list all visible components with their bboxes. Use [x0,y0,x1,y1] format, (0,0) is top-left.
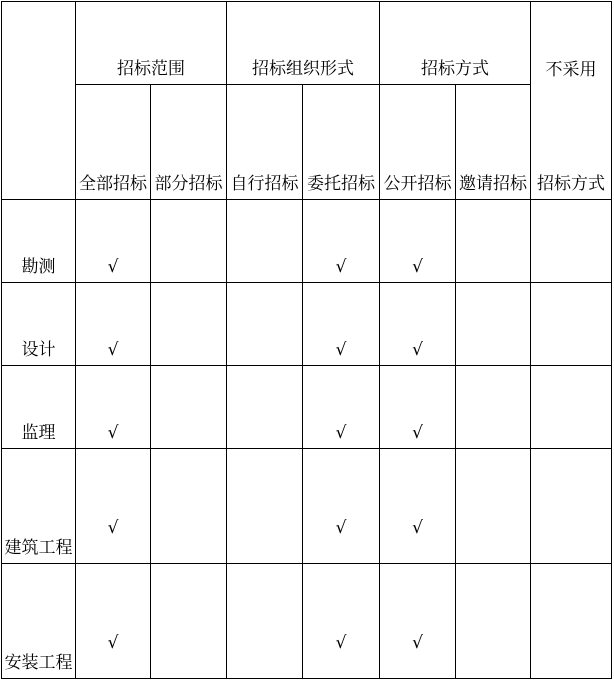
check-cell [456,200,531,283]
bidding-table [1,1,612,679]
group-header-row [2,2,612,85]
check-cell: √ [380,564,456,679]
corner-cell [2,2,76,200]
check-cell: √ [303,283,380,366]
table-row [2,449,612,564]
check-cell: √ [380,200,456,283]
check-cell [151,366,227,449]
check-cell [531,449,612,564]
subheader-row [2,85,612,200]
table-row [2,283,612,366]
table-row [2,366,612,449]
check-cell: √ [380,283,456,366]
check-cell [151,200,227,283]
check-cell [456,449,531,564]
group-header-organization: 招标组织形式 [227,2,380,85]
check-cell: √ [303,449,380,564]
check-cell [531,366,612,449]
subheader-partial-bidding: 部分招标 [151,85,227,200]
subheader-bidding-method: 招标方式 [531,85,612,200]
check-cell [531,200,612,283]
group-header-method: 招标方式 [380,2,531,85]
check-cell [456,283,531,366]
check-cell [531,283,612,366]
check-cell: √ [76,449,151,564]
subheader-entrusted: 委托招标 [303,85,380,200]
row-label-design: 设计 [2,283,76,366]
check-cell: √ [303,366,380,449]
check-cell [227,366,303,449]
check-cell [456,564,531,679]
check-cell [227,283,303,366]
check-cell [151,449,227,564]
check-cell: √ [303,200,380,283]
check-cell [227,564,303,679]
check-cell: √ [76,200,151,283]
group-header-scope: 招标范围 [76,2,227,85]
row-label-survey: 勘测 [2,200,76,283]
check-cell: √ [303,564,380,679]
row-label-construction: 建筑工程 [2,449,76,564]
row-label-installation: 安装工程 [2,564,76,679]
group-header-not-adopted: 不采用 [531,2,612,85]
check-cell: √ [76,283,151,366]
subheader-open-bidding: 公开招标 [380,85,456,200]
check-cell: √ [76,366,151,449]
check-cell [227,449,303,564]
table-row [2,564,612,679]
subheader-invited-bidding: 邀请招标 [456,85,531,200]
check-cell [531,564,612,679]
check-cell: √ [380,366,456,449]
check-cell [151,283,227,366]
table-row [2,200,612,283]
check-cell [456,366,531,449]
check-cell: √ [380,449,456,564]
subheader-full-bidding: 全部招标 [76,85,151,200]
row-label-supervision: 监理 [2,366,76,449]
check-cell: √ [76,564,151,679]
subheader-self-organized: 自行招标 [227,85,303,200]
check-cell [227,200,303,283]
check-cell [151,564,227,679]
